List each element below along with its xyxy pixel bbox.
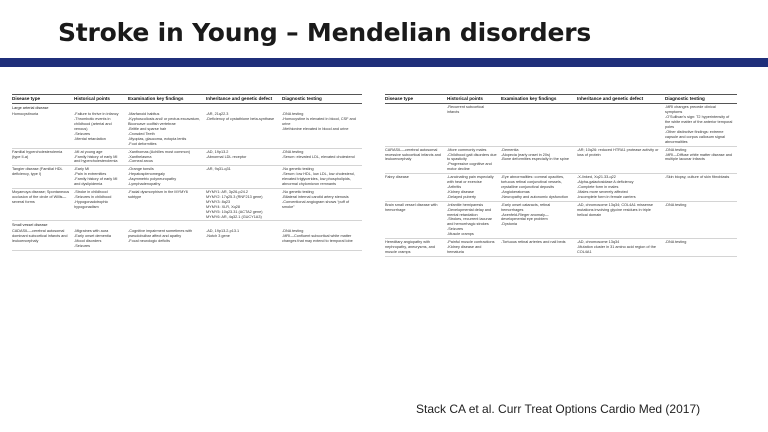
cell-inheritance: -X-linked, Xq21.33-q22 -Alpha-galactosidase A deficiency -Complete form in males -Males more severely affected -Incomplete form in female carriers [577,175,636,199]
header-historical-points: Historical points [447,96,483,101]
cell-inheritance: -AD, 19p13.2-p13.1 -Notch 3 gene [206,229,240,239]
title-underline-bar [0,58,768,67]
header-examination: Examination key findings [501,96,557,101]
table-row [385,239,737,257]
cell-inheritance: -AR, 9q31-q31 [206,167,231,172]
cell-inheritance [577,105,665,144]
cell-exam: -Orange tonsils -Hepatosplenomegaly -Asymmetric polyneuropathy -Lymphadenopathy [128,167,177,187]
header-inheritance: Inheritance and genetic defect [206,96,273,101]
slide-title: Stroke in Young – Mendelian disorders [58,18,592,47]
cell-history: -Lancinating pain especially with heat or exercise -Arthritis -Kidney disease -Delayed puberty [447,175,494,199]
cell-history: -Migraines with aura -Early onset dementia -Mood disorders -Seizures [74,229,111,249]
cell-diagnostic: -DNA testing [665,202,687,207]
cell-inheritance: -AR, 21q22.3 -Deficiency of cystathione beta-synthase [206,112,275,122]
cell-inheritance: MYMY1: AR, 3p26-p24.2 MYMY2: 17q25.3 (RNF213 gene) MYMY3: 8q23 MYMY4: XLR, Xq28 MYMY5: 10q23.31 (ACTA2 gene) MYMY6: AR, 4q32.1 (GUCY1A3) [206,190,263,219]
table-row [12,149,362,167]
cell-exam: -Eye abnormalities: corneal opacities, tortuous retinal conjunctival vessels, crystalline conjunctival deposits -Angiokeratomas -Neuropathy and autonomic dysfunction [501,175,569,199]
cell-diagnostic: -DNA testing -MRI—Confluent subcortical white matter changes that may extend to temporal lobe [282,229,353,244]
header-disease-type: Disease type [12,96,41,101]
cell-exam: -Xanthomas (Achilles most common) -Xanthelasma -Corneal arcus [128,149,191,164]
header-inheritance: Inheritance and genetic defect [577,96,644,101]
table-row [385,174,737,202]
cell-history: -Painful muscle contractions -Kidney disease and hematuria [447,240,495,254]
cell-history: -Recurrent subcortical infarcts [447,105,485,115]
section-label: Small vessel disease [12,223,48,228]
cell-inheritance: -AD, chromosome 13q34; COL4A1 missense mutations involving glycine residues in triple helical domain [577,202,653,217]
cell-exam [501,105,577,144]
cell-exam: -Early onset cataracts, retinal hemorrhages -Axenfeld-Rieger anomaly—developmental eye problem -Dystonia [501,202,551,227]
header-diagnostic: Diagnostic testing [665,96,705,101]
cell-disease: Familial hypercholesterolemia (type II-a) [12,149,63,159]
cell-disease: Fabry disease [385,175,409,180]
cell-disease: CADASIL—cerebral autosomal dominant subcortical infarcts and leukoencephaly [12,229,68,244]
header-historical-points: Historical points [74,96,110,101]
table-header-row [385,94,737,104]
citation: Stack CA et al. Curr Treat Options Cardio Med (2017) [416,402,701,416]
table-row [12,189,362,221]
cell-exam: -Facial dysmorphism in the MYMY6 subtype [128,190,188,199]
cell-inheritance: -AD, chromosome 13q34 -Mutation cluster in 31 amino acid region of the COL4A1 [577,240,656,254]
cell-disease: Hereditary angiopathy with nephropathy, aneurysms, and muscle cramps [385,240,435,254]
header-examination: Examination key findings [128,96,184,101]
table-row [12,111,362,148]
cell-exam: -Dementia -Alopecia (early onset in 20s) -Bone deformities especially in the spine [501,147,569,162]
cell-history: -More commonly males -Childhood gait disorders due to spasticity -Progressive cognitive and motor decline [447,147,497,172]
cell-diagnostic: -MRI changes precede clinical symptoms -O’Sullivan’s sign: T2 hyperintensity of the white matter of the anterior temporal poles -Other distinctive findings: extreme capsule and corpus callosum signal abnormalities [665,105,733,144]
cell-diagnostic: -No genetic testing -Bilateral internal carotid artery stenosis -Conventional angiogram shows “puff of smoke” [282,190,350,209]
cell-diagnostic: -No genetic testing -Serum: low HDL, low LDL, low cholesterol, elevated triglycerides, low phospholipids, abnormal chylomicron remnants [282,167,356,187]
cell-exam: -Marfanoid habitus -Kyphoscoliosis and/ or pectus excavatum, Biconcave codfish vertebrae -Brittle and sparse hair -Crowded Teeth -Myopias, glaucoma, ectopia lentis -Foot deformities [128,112,200,146]
cell-history: -Early MI -Pain in extremities -Family history of early MI and dyslipidemia [74,167,118,187]
cell-disease [385,105,447,144]
cell-disease: Tangier disease (Familial HDL deficiency, type I) [12,167,63,177]
cell-diagnostic: -DNA testing -Homocystine is elevated in blood, CSF and urine -Methionine elevated in blood and urine [282,112,356,132]
left-table-image [12,94,362,352]
cell-diagnostic: -DNA testing [665,240,687,245]
cell-history: -Stroke in childhood -Seizures in childhood -Hypogonadotrophic hypogonadism [74,190,112,209]
header-disease-type: Disease type [385,96,414,101]
cell-disease: Brain small vessel disease with hemorrhage [385,202,438,212]
cell-exam: -Cognitive impairment sometimes with pseudobulbar affect and apathy -Focal neurologic deficits [128,229,193,244]
cell-inheritance: -AR; 10q26: reduced HTRA1 protease activity or loss of protein [577,147,659,157]
table-row [385,104,737,146]
cell-history: -MI at young age -Family history of early MI and hypercholesterolemia [74,149,118,164]
cell-history: -Failure to thrive in infancy -Thrombotic events in childhood (arterial and venous) -Seizures -Mental retardation [74,112,119,141]
cell-disease: Homocystinuria [12,112,39,117]
section-label: Large arterial disease [12,106,49,111]
right-table-image [385,94,737,371]
cell-disease: Moyamoya disease; Spontaneous occlusion of the circle of Willis—several forms [12,190,70,204]
table-row [385,147,737,175]
table-row [12,228,362,251]
cell-diagnostic: -Skin biopsy, culture of skin fibroblasts [665,175,730,180]
cell-disease: CARASIL—cerebral autosomal recessive subcortical infarcts and leukoencephaly [385,147,441,162]
table-header-row [12,94,362,104]
table-row [12,166,362,189]
cell-exam: -Tortuous retinal arteries and nail beds [501,240,566,245]
cell-diagnostic: -DNA testing -MRI—Diffuse white matter disease and multiple lacunar infarcts [665,147,733,162]
cell-diagnostic: -DNA testing -Serum: elevated LDL, elevated cholesterol [282,149,355,159]
cell-history: -Infantile hemiparesis -Developmental delay and mental retardation -Strokes, recurrent lacunar and hemorrhagic strokes -Seizures -Muscle cramps [447,202,492,237]
cell-inheritance: -AD, 19p13.2 -Abnormal LDL receptor [206,149,247,159]
table-row [385,202,737,239]
header-diagnostic: Diagnostic testing [282,96,322,101]
